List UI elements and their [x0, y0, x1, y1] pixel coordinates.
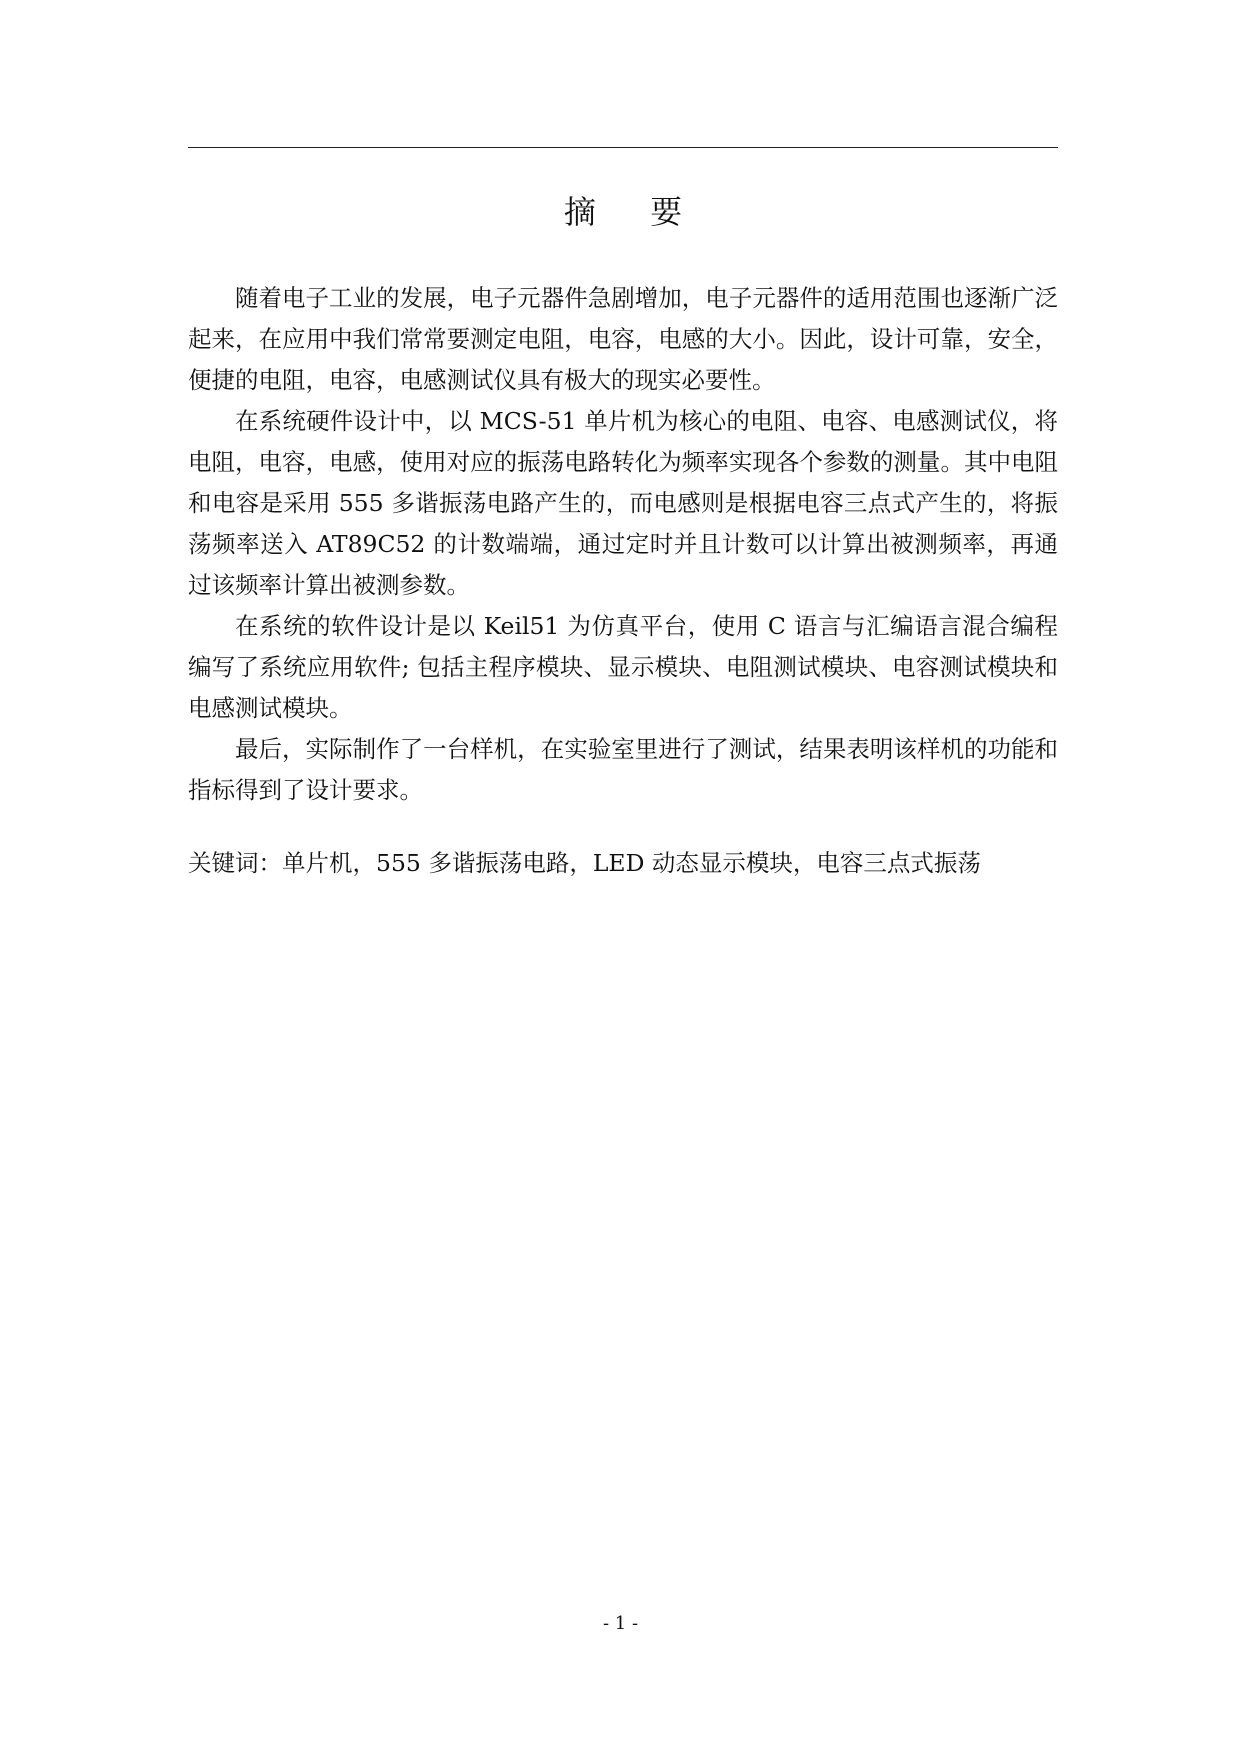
abstract-paragraph: 最后，实际制作了一台样机，在实验室里进行了测试，结果表明该样机的功能和指标得到了设计要求。	[188, 735, 1058, 804]
abstract-paragraph: 随着电子工业的发展，电子元器件急剧增加，电子元器件的适用范围也逐渐广泛起来，在应用中我们常常要测定电阻，电容，电感的大小。因此，设计可靠，安全，便捷的电阻，电容，电感测试仪具有极大的现实必要性。	[188, 284, 1058, 394]
keywords-line	[188, 843, 1058, 884]
abstract-title: 摘 要	[563, 193, 705, 231]
abstract-paragraph: 在系统硬件设计中，以 MCS-51 单片机为核心的电阻、电容、电感测试仪，将电阻，电容，电感，使用对应的振荡电路转化为频率实现各个参数的测量。其中电阻和电容是采用 555 多谐振荡电路产生的，而电感则是根据电容三点式产生的，将振荡频率送入 AT89C52 的计数端端，通过定时并且计数可以计算出被测频率，再通过该频率计算出被测参数。	[188, 407, 1058, 599]
header-rule	[188, 147, 1058, 148]
keywords-label: 关键词：	[188, 849, 282, 877]
page-number: - 1 -	[602, 1613, 639, 1634]
keywords-text: 单片机，555 多谐振荡电路，LED 动态显示模块，电容三点式振荡	[282, 849, 981, 877]
abstract-body	[188, 278, 1058, 811]
abstract-paragraph: 在系统的软件设计是以 Keil51 为仿真平台，使用 C 语言与汇编语言混合编程编写了系统应用软件; 包括主程序模块、显示模块、电阻测试模块、电容测试模块和电感测试模块。	[188, 612, 1058, 722]
